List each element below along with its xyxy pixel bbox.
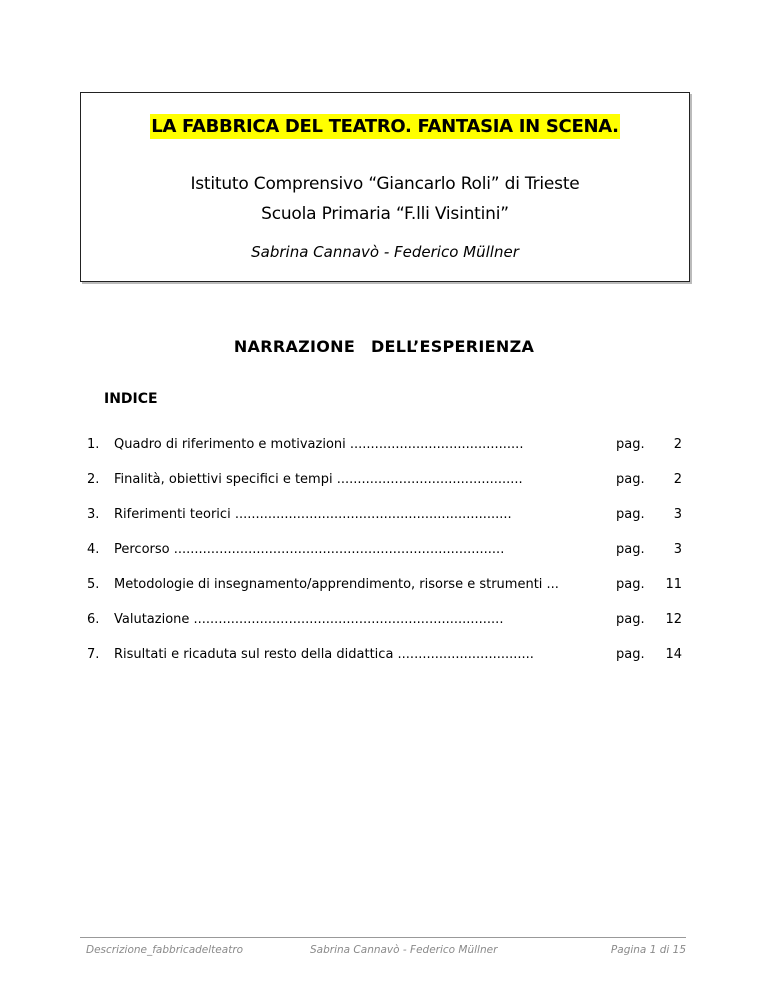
school-name-line: Istituto Comprensivo “Giancarlo Roli” di Trieste <box>190 174 580 194</box>
toc-entry-title: Riferimenti teorici ................................................................... <box>114 507 512 522</box>
toc-entry-number: 3. <box>87 507 100 522</box>
toc-entry-number: 5. <box>87 577 100 592</box>
toc-entry-pag-label: pag. <box>616 542 645 557</box>
toc-entry-title: Finalità, obiettivi specifici e tempi ............................................. <box>114 472 523 487</box>
footer-page-number: Pagina 1 di 15 <box>610 944 686 956</box>
toc-entry-pag-label: pag. <box>616 507 645 522</box>
footer-divider <box>80 937 686 938</box>
toc-entry[interactable] <box>87 499 682 534</box>
toc-entry-page-number: 2 <box>673 437 682 452</box>
toc-entry[interactable] <box>87 604 682 639</box>
toc-entry[interactable] <box>87 639 682 674</box>
toc-entry-page-number: 2 <box>673 472 682 487</box>
toc-entry-page-number: 12 <box>665 612 682 627</box>
table-of-contents <box>87 429 682 674</box>
toc-entry-pag-label: pag. <box>616 472 645 487</box>
toc-entry-number: 7. <box>87 647 100 662</box>
section-heading: NARRAZIONE DELL’ESPERIENZA <box>233 337 535 356</box>
toc-entry[interactable] <box>87 569 682 604</box>
footer-authors: Sabrina Cannavò - Federico Müllner <box>310 944 498 956</box>
toc-entry-title: Metodologie di insegnamento/apprendimento, risorse e strumenti ... <box>114 577 559 592</box>
toc-entry-page-number: 14 <box>665 647 682 662</box>
toc-entry-pag-label: pag. <box>616 612 645 627</box>
toc-entry-page-number: 3 <box>673 542 682 557</box>
document-title <box>81 116 689 137</box>
toc-entry-page-number: 3 <box>673 507 682 522</box>
school-subname-line: Scuola Primaria “F.lli Visintini” <box>261 204 509 224</box>
toc-entry-pag-label: pag. <box>616 577 645 592</box>
toc-entry-number: 1. <box>87 437 100 452</box>
toc-entry-title: Valutazione ........................................................................... <box>114 612 504 627</box>
toc-entry-number: 4. <box>87 542 100 557</box>
toc-entry[interactable] <box>87 464 682 499</box>
toc-entry-pag-label: pag. <box>616 437 645 452</box>
toc-entry-title: Quadro di riferimento e motivazioni .......................................... <box>114 437 524 452</box>
toc-entry-title: Risultati e ricaduta sul resto della didattica ................................. <box>114 647 534 662</box>
footer-filename: Descrizione_fabbricadelteatro <box>86 944 244 956</box>
document-title-text: LA FABBRICA DEL TEATRO. FANTASIA IN SCENA. <box>151 116 619 137</box>
index-heading: INDICE <box>104 391 158 407</box>
toc-entry-page-number: 11 <box>665 577 682 592</box>
toc-entry-pag-label: pag. <box>616 647 645 662</box>
authors-line: Sabrina Cannavò - Federico Müllner <box>251 243 519 261</box>
toc-entry-number: 2. <box>87 472 100 487</box>
toc-entry-number: 6. <box>87 612 100 627</box>
title-box <box>80 92 690 282</box>
toc-entry[interactable] <box>87 429 682 464</box>
toc-entry-title: Percorso ................................................................................ <box>114 542 505 557</box>
toc-entry[interactable] <box>87 534 682 569</box>
